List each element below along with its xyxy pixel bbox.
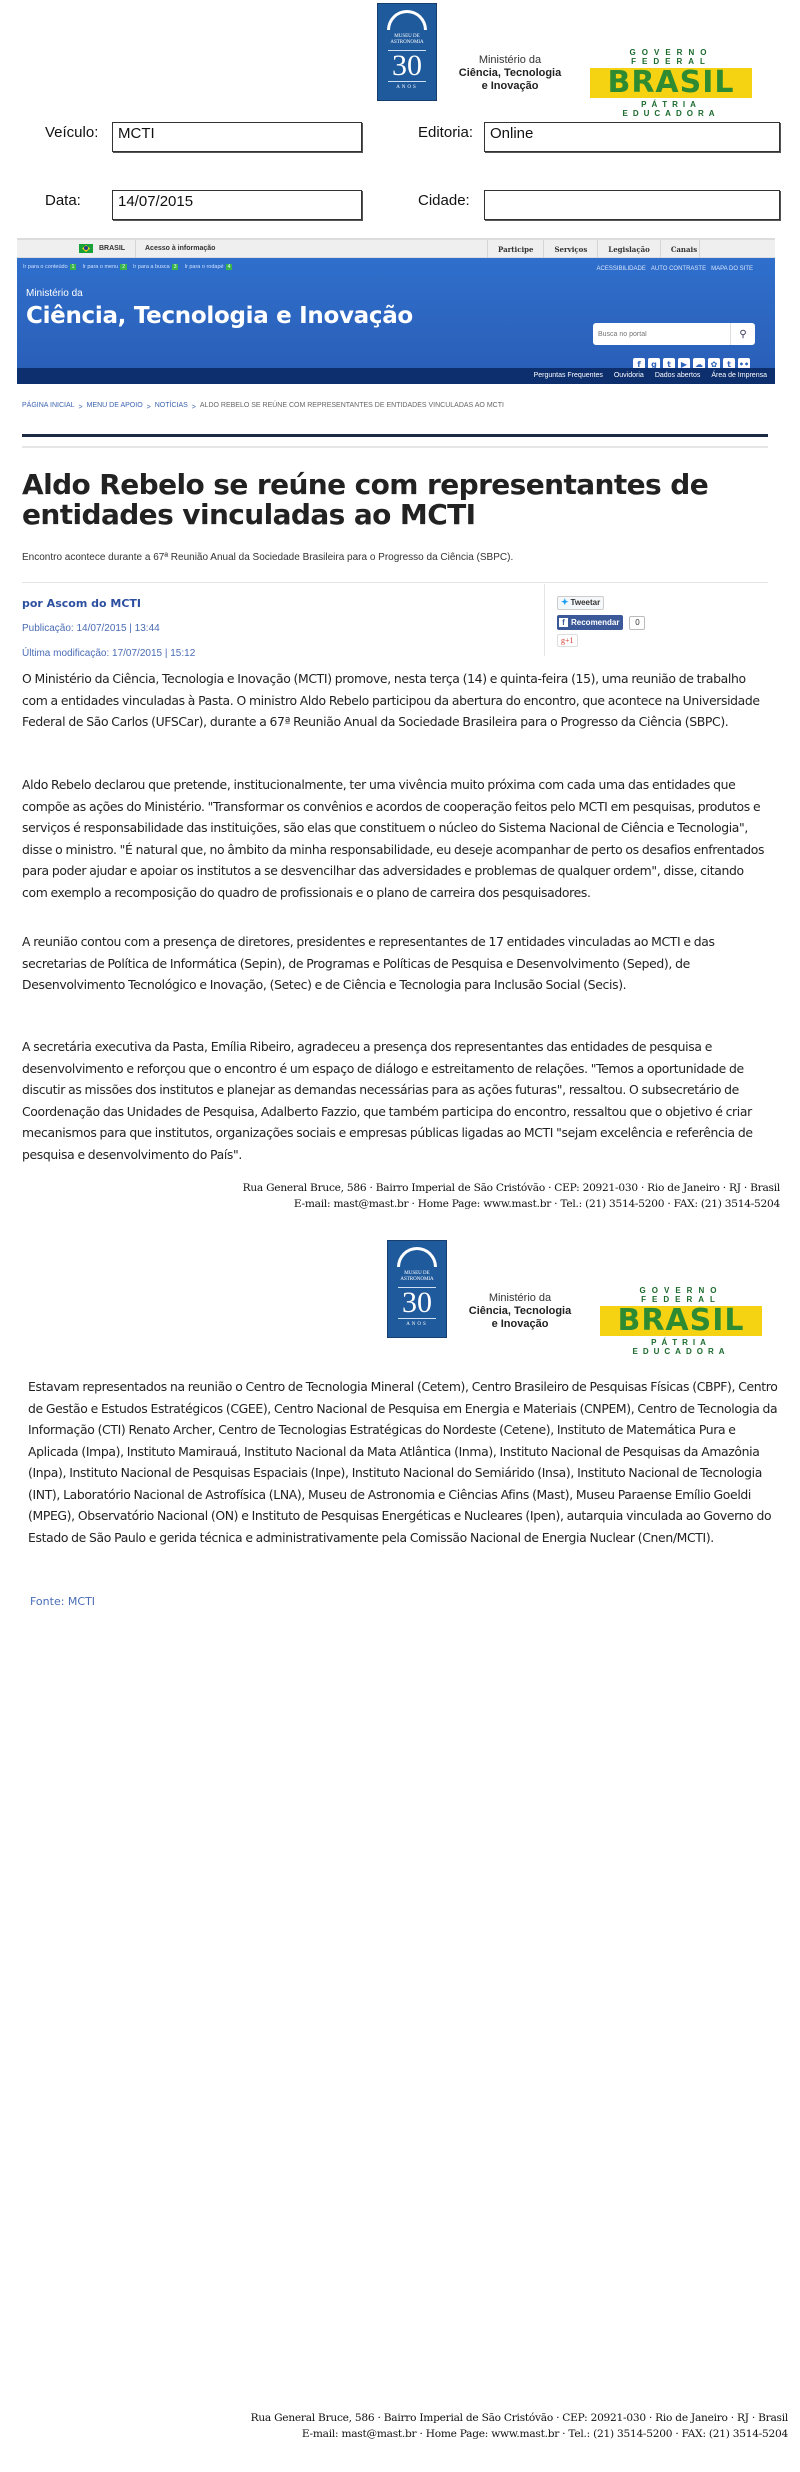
observatory-dome-icon <box>387 10 427 30</box>
nav-ouvidoria[interactable]: Ouvidoria <box>613 372 644 379</box>
divider <box>22 446 768 448</box>
site-subtitle: Ministério da <box>26 288 83 299</box>
nav-dados-abertos[interactable]: Dados abertos <box>654 372 701 379</box>
page-footer <box>160 1180 780 1212</box>
search-input[interactable] <box>593 323 730 345</box>
portal-navbar <box>17 368 775 384</box>
skip-link-busca[interactable]: Ir para a busca 3 <box>133 264 177 270</box>
breadcrumb <box>22 402 504 409</box>
divider <box>22 582 768 583</box>
letterhead-top <box>0 0 800 118</box>
flickr-icon[interactable]: •• <box>738 359 750 369</box>
breadcrumb-menu-de-apoio[interactable]: MENU DE APOIO <box>86 402 143 409</box>
search-box <box>593 323 755 345</box>
tweet-button[interactable]: ✦ Tweetar <box>557 596 604 610</box>
observatory-dome-icon <box>397 1247 437 1267</box>
museu-astronomia-logo: MUSEU DE ASTRONOMIA 30 ANOS <box>377 3 437 101</box>
brasil-link[interactable]: BRASIL <box>79 244 125 253</box>
tumblr-icon[interactable]: t <box>723 358 735 370</box>
facebook-icon[interactable]: f <box>633 358 645 370</box>
article-paragraph: O Ministério da Ciência, Tecnologia e Inovação (MCTI) promove, nesta terça (14) e quinta-feira (15), uma reunião de trabalho com a entidades vinculadas à Pasta. O ministro Aldo Rebelo participou da abertura do encontro, que acontece na Universidade Federal de São Carlos (UFSCar), durante a 67ª Reunião Anual da Sociedade Brasileira para o Progresso da Ciência (SBPC). <box>22 671 760 729</box>
search-button[interactable] <box>730 323 755 345</box>
divider <box>22 434 768 437</box>
nav-area-de-imprensa[interactable]: Área de Imprensa <box>711 372 767 379</box>
data-field[interactable]: 14/07/2015 <box>112 190 362 220</box>
article-paragraph: A reunião contou com a presença de diretores, presidentes e representantes de 17 entidades vinculadas ao MCTI e das secretarias de Política de Informática (Sepin), de Programas e Políticas de Pesquisa e Desenvolvimento (Seped), de Desenvolvimento Tecnológico e Inovação, (Setec) e de Ciência e Tecnologia para Inclusão Social (Secis). <box>22 934 715 992</box>
skip-links <box>23 264 232 270</box>
twitter-icon[interactable]: t <box>663 358 675 370</box>
youtube-icon[interactable]: ▶ <box>678 358 690 370</box>
breadcrumb-pagina-inicial[interactable]: PÁGINA INICIAL <box>22 402 75 409</box>
page-footer <box>168 2410 788 2442</box>
breadcrumb-separator: > <box>78 404 83 411</box>
data-label: Data: <box>45 192 81 209</box>
skip-link-menu[interactable]: Ir para o menu 2 <box>82 264 125 270</box>
auto-contraste-link[interactable]: AUTO CONTRASTE <box>650 266 707 272</box>
footer-address: Rua General Bruce, 586 · Bairro Imperial de São Cristóvão · CEP: 20921-030 · Rio de Janeiro · RJ · Brasil <box>250 2412 788 2424</box>
letterhead-page2 <box>0 1240 800 1356</box>
acessibilidade-link[interactable]: ACESSIBILIDADE <box>596 266 646 272</box>
breadcrumb-current: ALDO REBELO SE REÚNE COM REPRESENTANTES DE ENTIDADES VINCULADAS AO MCTI <box>199 402 504 409</box>
cidade-field[interactable] <box>484 190 780 220</box>
portal-banner <box>17 258 775 368</box>
topbar-link-legislacao[interactable]: Legislação <box>597 240 660 259</box>
skip-link-conteudo[interactable]: Ir para o conteúdo 1 <box>23 264 75 270</box>
cidade-label: Cidade: <box>418 192 470 209</box>
article-paragraph: Estavam representados na reunião o Centro de Tecnologia Mineral (Cetem), Centro Brasileiro de Pesquisas Físicas (CBPF), Centro de Gestão e Estudos Estratégicos (CGEE), Centro Nacional de Pesquisa em Energia e Materiais (CNPEM), Centro de Tecnologia da Informação (CTI) Renato Archer, Centro de Tecnologias Estratégicas do Nordeste (Cetene), Instituto de Matemática Pura e Aplicada (Impa), Instituto Mamirauá, Instituto Nacional da Mata Atlântica (Inma), Instituto Nacional de Pesquisas da Amazônia (Inpa), Instituto Nacional de Pesquisas Espaciais (Inpe), Instituto Nacional do Semiárido (Insa), Instituto Nacional de Tecnologia (INT), Laboratório Nacional de Astrofísica (LNA), Museu de Astronomia e Ciências Afins (Mast), Museu Paraense Emílio Goeldi (MPEG), Observatório Nacional (ON) e Instituto de Pesquisas Energéticas e Nucleares (Ipen), autarquia vinculada ao Governo do Estado de São Paulo e gerida técnica e administrativamente pela Comissão Nacional de Energia Nuclear (Cnen/MCTI). <box>28 1379 778 1545</box>
facebook-recommend-button[interactable]: f Recomendar <box>557 615 623 630</box>
mapa-do-site-link[interactable]: MAPA DO SITE <box>711 266 753 272</box>
governo-federal-brasil-logo: GOVERNO FEDERAL BRASIL PÁTRIA EDUCADORA <box>590 48 752 104</box>
topbar-link-servicos[interactable]: Serviços <box>543 240 597 259</box>
article-paragraph: Aldo Rebelo declarou que pretende, institucionalmente, ter uma vivência muito próxima com cada uma das entidades que compõe as ações do Ministério. "Transformar os convênios e acordos de cooperação feitos pelo MCTI em pesquisas, produtos e serviços é responsabilidade das instituições, são elas que constituem o núcleo do Sistema Nacional de Ciência e Tecnologia", disse o ministro. "É natural que, no âmbito da minha responsabilidade, eu deseje acompanhar de perto os desafios enfrentados para poder ajudar e apoiar os institutos a se desvencilhar das adversidades e problemas de qualquer ordem", disse, citando com exemplo a recomposição do quadro de profissionais e o plano de carreira dos pesquisadores. <box>22 777 765 900</box>
article-paragraph: A secretária executiva da Pasta, Emília Ribeiro, agradeceu a presença dos representantes das entidades de pesquisa e desenvolvimento e reforçou que o encontro é um espaço de diálogo e estreitamento de relações. "Temos a oportunidade de discutir as missões dos institutos e planejar as demandas necessárias para as ações futuras", ressaltou. O subsecretário de Coordenação das Unidades de Pesquisa, Adalberto Fazzio, que também participa do encontro, ressaltou que o objetivo é criar mecanismos para que institutos, organizações sociais e empresas públicas ligadas ao MCTI "sejam excelência e referência de pesquisa e desenvolvimento do País". <box>22 1039 753 1162</box>
article-lead: Encontro acontece durante a 67ª Reunião Anual da Sociedade Brasileira para o Progresso da Ciência (SBPC). <box>22 552 514 563</box>
mcti-logo: Ministério da Ciência, Tecnologia e Inovação <box>458 54 562 92</box>
search-icon: ⚲ <box>739 328 747 340</box>
mcti-logo: Ministério da Ciência, Tecnologia e Inovação <box>468 1292 572 1330</box>
recommend-count: 0 <box>629 616 645 630</box>
breadcrumb-noticias[interactable]: NOTÍCIAS <box>154 402 188 409</box>
government-topbar <box>17 238 775 258</box>
acesso-informacao-link[interactable]: Acesso à informação <box>145 245 216 252</box>
topbar-link-participe[interactable]: Participe <box>487 240 543 259</box>
footer-contact: E-mail: mast@mast.br · Home Page: www.mast.br · Tel.: (21) 3514-5200 · FAX: (21) 3514-5204 <box>293 1198 780 1210</box>
foursquare-icon[interactable]: ✿ <box>708 358 720 370</box>
nav-perguntas-frequentes[interactable]: Perguntas Frequentes <box>533 372 603 379</box>
site-title[interactable]: Ciência, Tecnologia e Inovação <box>26 303 413 329</box>
museu-astronomia-logo: MUSEU DE ASTRONOMIA 30 ANOS <box>387 1240 447 1338</box>
google-plus-icon[interactable]: g <box>648 358 660 370</box>
modified-date: Última modificação: 17/07/2015 | 15:12 <box>22 648 196 659</box>
article-title: Aldo Rebelo se reúne com representantes de entidades vinculadas ao MCTI <box>22 468 709 531</box>
footer-address: Rua General Bruce, 586 · Bairro Imperial de São Cristóvão · CEP: 20921-030 · Rio de Janeiro · RJ · Brasil <box>242 1182 780 1194</box>
share-buttons <box>557 592 645 648</box>
soundcloud-icon[interactable]: ☁ <box>695 359 703 369</box>
portal-header <box>17 238 775 384</box>
breadcrumb-separator: > <box>191 404 196 411</box>
accessibility-links <box>597 266 754 272</box>
editoria-label: Editoria: <box>418 124 474 141</box>
article-source[interactable]: Fonte: MCTI <box>30 1595 96 1608</box>
divider <box>544 584 545 656</box>
twitter-bird-icon: ✦ <box>561 597 569 607</box>
footer-contact: E-mail: mast@mast.br · Home Page: www.mast.br · Tel.: (21) 3514-5200 · FAX: (21) 3514-5204 <box>301 2428 788 2440</box>
article-byline[interactable]: por Ascom do MCTI <box>22 597 141 610</box>
veiculo-field[interactable]: MCTI <box>112 122 362 152</box>
publication-date: Publicação: 14/07/2015 | 13:44 <box>22 623 160 634</box>
divider <box>135 240 136 259</box>
topbar-links <box>487 240 700 259</box>
governo-federal-brasil-logo: GOVERNO FEDERAL BRASIL PÁTRIA EDUCADORA <box>600 1286 762 1342</box>
veiculo-label: Veículo: <box>45 124 99 141</box>
breadcrumb-separator: > <box>146 404 151 411</box>
editoria-field[interactable]: Online <box>484 122 780 152</box>
brazil-flag-icon <box>79 244 93 253</box>
skip-link-rodape[interactable]: Ir para o rodapé 4 <box>184 264 231 270</box>
facebook-icon: f <box>559 618 568 627</box>
google-plus-one-button[interactable]: g+1 <box>557 634 578 647</box>
topbar-link-canais[interactable]: Canais <box>660 240 700 259</box>
